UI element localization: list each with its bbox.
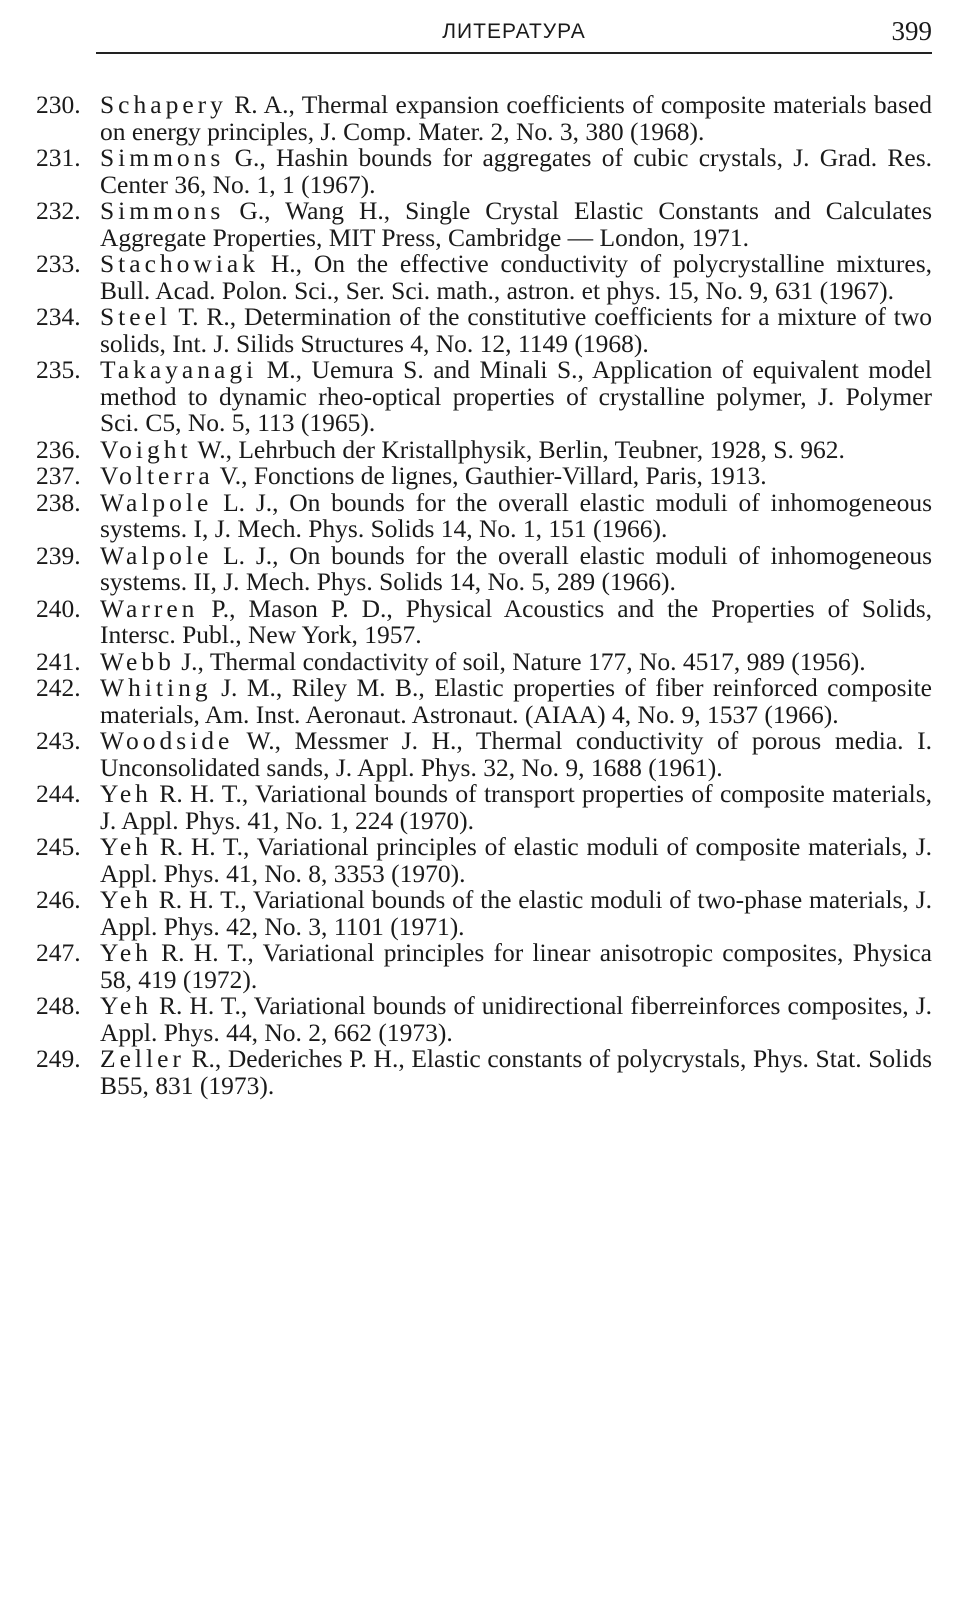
reference-body: V., Fonctions de lignes, Gauthier-Villard, Paris, 1913. — [213, 461, 767, 490]
reference-author: Whiting — [100, 673, 212, 702]
reference-author: Voight — [100, 434, 192, 464]
reference-text — [100, 463, 932, 490]
reference-author: Schapery — [100, 90, 227, 119]
reference-text — [100, 92, 932, 145]
reference-number: 231. — [36, 143, 81, 172]
reference-item — [36, 646, 932, 676]
reference-author: Yeh — [100, 991, 152, 1020]
reference-list — [36, 92, 932, 1099]
reference-item — [36, 993, 932, 1046]
reference-number: 247. — [36, 938, 81, 967]
reference-item — [36, 540, 932, 596]
reference-author: Takayanagi — [100, 355, 258, 384]
reference-item — [36, 834, 932, 887]
reference-number: 248. — [36, 991, 81, 1020]
reference-body: R. H. T., Variational principles for linear anisotropic composites, Physica 58, 419 (1972). — [100, 938, 932, 994]
reference-body: T. R., Determination of the constitutive coefficients for a mixture of two solids, Int. J. Silids Structures 4, No. 12, 1149 (1968). — [100, 302, 932, 358]
reference-item — [36, 463, 932, 490]
reference-body: L. J., On bounds for the overall elastic moduli of inhomogeneous systems. II, J. Mech. Phys. Solids 14, No. 5, 289 (1966). — [100, 540, 932, 596]
reference-item — [36, 887, 932, 940]
reference-item — [36, 357, 932, 437]
reference-author: Yeh — [100, 832, 152, 861]
reference-text — [100, 728, 932, 781]
reference-text — [100, 145, 932, 198]
reference-number: 230. — [36, 90, 81, 119]
reference-number: 245. — [36, 832, 81, 861]
reference-item — [36, 92, 932, 145]
reference-item — [36, 304, 932, 357]
reference-body: W., Lehrbuch der Kristallphysik, Berlin, Teubner, 1928, S. 962. — [191, 434, 845, 464]
reference-text — [100, 834, 932, 887]
reference-number: 236. — [36, 434, 81, 464]
reference-text — [100, 781, 932, 834]
reference-author: Simmons — [100, 196, 225, 225]
reference-number: 242. — [36, 673, 81, 702]
reference-item — [36, 675, 932, 728]
reference-number: 233. — [36, 249, 81, 278]
reference-number: 235. — [36, 355, 81, 384]
reference-text — [100, 540, 932, 596]
running-title: ЛИТЕРАТУРА — [442, 20, 586, 43]
reference-text — [100, 198, 932, 251]
reference-body: R. H. T., Variational bounds of unidirectional fiberreinforces composites, J. Appl. Phys. 44, No. 2, 662 (1973). — [100, 991, 932, 1047]
reference-body: H., On the effective conductivity of polycrystalline mixtures, Bull. Acad. Polon. Sci., Ser. Sci. math., astron. et phys. 15, No. 9, 631 (1967). — [100, 249, 932, 305]
reference-author: Zeller — [100, 1044, 185, 1073]
reference-author: Volterra — [100, 461, 214, 490]
reference-text — [100, 434, 932, 464]
reference-author: Walpole — [100, 487, 213, 517]
reference-text — [100, 646, 932, 676]
reference-item — [36, 593, 932, 649]
reference-number: 234. — [36, 302, 81, 331]
reference-author: Walpole — [100, 540, 213, 570]
reference-text — [100, 487, 932, 543]
reference-body: R., Dederiches P. H., Elastic constants of polycrystals, Phys. Stat. Solids B55, 831 (1973). — [100, 1044, 932, 1100]
reference-item — [36, 145, 932, 198]
reference-text — [100, 593, 932, 649]
reference-body: R. H. T., Variational bounds of transport properties of composite materials, J. Appl. Phys. 41, No. 1, 224 (1970). — [100, 779, 932, 835]
reference-body: M., Uemura S. and Minali S., Application of equivalent model method to dynamic rheo-optical properties of crystalline polymer, J. Polymer Sci. C5, No. 5, 113 (1965). — [100, 355, 932, 437]
reference-author: Simmons — [100, 143, 225, 172]
reference-number: 249. — [36, 1044, 81, 1073]
reference-text — [100, 675, 932, 728]
reference-item — [36, 781, 932, 834]
reference-item — [36, 1046, 932, 1099]
reference-number: 243. — [36, 726, 81, 755]
reference-body: P., Mason P. D., Physical Acoustics and the Properties of Solids, Intersc. Publ., New York, 1957. — [100, 593, 932, 649]
reference-body: W., Messmer J. H., Thermal conductivity of porous media. I. Unconsolidated sands, J. Appl. Phys. 32, No. 9, 1688 (1961). — [100, 726, 932, 782]
reference-body: G., Wang H., Single Crystal Elastic Constants and Calculates Aggregate Properties, MIT Press, Cambridge — London, 1971. — [100, 196, 932, 252]
reference-body: R. H. T., Variational bounds of the elastic moduli of two-phase materials, J. Appl. Phys. 42, No. 3, 1101 (1971). — [100, 885, 932, 941]
reference-body: J., Thermal condactivity of soil, Nature 177, No. 4517, 989 (1956). — [174, 646, 866, 676]
reference-number: 246. — [36, 885, 81, 914]
reference-text — [100, 993, 932, 1046]
reference-item — [36, 198, 932, 251]
page-header — [96, 12, 932, 52]
reference-number: 238. — [36, 487, 81, 517]
reference-author: Woodside — [100, 726, 234, 755]
reference-body: L. J., On bounds for the overall elastic moduli of inhomogeneous systems. I, J. Mech. Phys. Solids 14, No. 1, 151 (1966). — [100, 487, 932, 543]
reference-item — [36, 487, 932, 543]
reference-item — [36, 434, 932, 464]
reference-author: Stachowiak — [100, 249, 259, 278]
reference-text — [100, 1046, 932, 1099]
reference-author: Yeh — [100, 885, 152, 914]
reference-item — [36, 728, 932, 781]
reference-item — [36, 940, 932, 993]
reference-number: 244. — [36, 779, 81, 808]
reference-author: Steel — [100, 302, 171, 331]
reference-author: Yeh — [100, 779, 152, 808]
reference-author: Webb — [100, 646, 175, 676]
reference-body: R. A., Thermal expansion coefficients of composite materials based on energy principles, J. Comp. Mater. 2, No. 3, 380 (1968). — [100, 90, 932, 146]
reference-item — [36, 251, 932, 304]
page-number: 399 — [891, 16, 932, 46]
reference-text — [100, 304, 932, 357]
reference-text — [100, 887, 932, 940]
header-rule — [96, 52, 932, 54]
reference-body: G., Hashin bounds for aggregates of cubic crystals, J. Grad. Res. Center 36, No. 1, 1 (1967). — [100, 143, 932, 199]
reference-text — [100, 251, 932, 304]
reference-number: 241. — [36, 646, 81, 676]
reference-author: Warren — [100, 593, 199, 623]
reference-text — [100, 940, 932, 993]
reference-number: 237. — [36, 461, 81, 490]
reference-author: Yeh — [100, 938, 152, 967]
reference-body: J. M., Riley M. B., Elastic properties of fiber reinforced composite materials, Am. Inst. Aeronaut. Astronaut. (AIAA) 4, No. 9, 1537 (1966). — [100, 673, 932, 729]
reference-number: 239. — [36, 540, 81, 570]
reference-number: 240. — [36, 593, 81, 623]
reference-number: 232. — [36, 196, 81, 225]
reference-body: R. H. T., Variational principles of elastic moduli of composite materials, J. Appl. Phys. 41, No. 8, 3353 (1970). — [100, 832, 932, 888]
reference-text — [100, 357, 932, 437]
